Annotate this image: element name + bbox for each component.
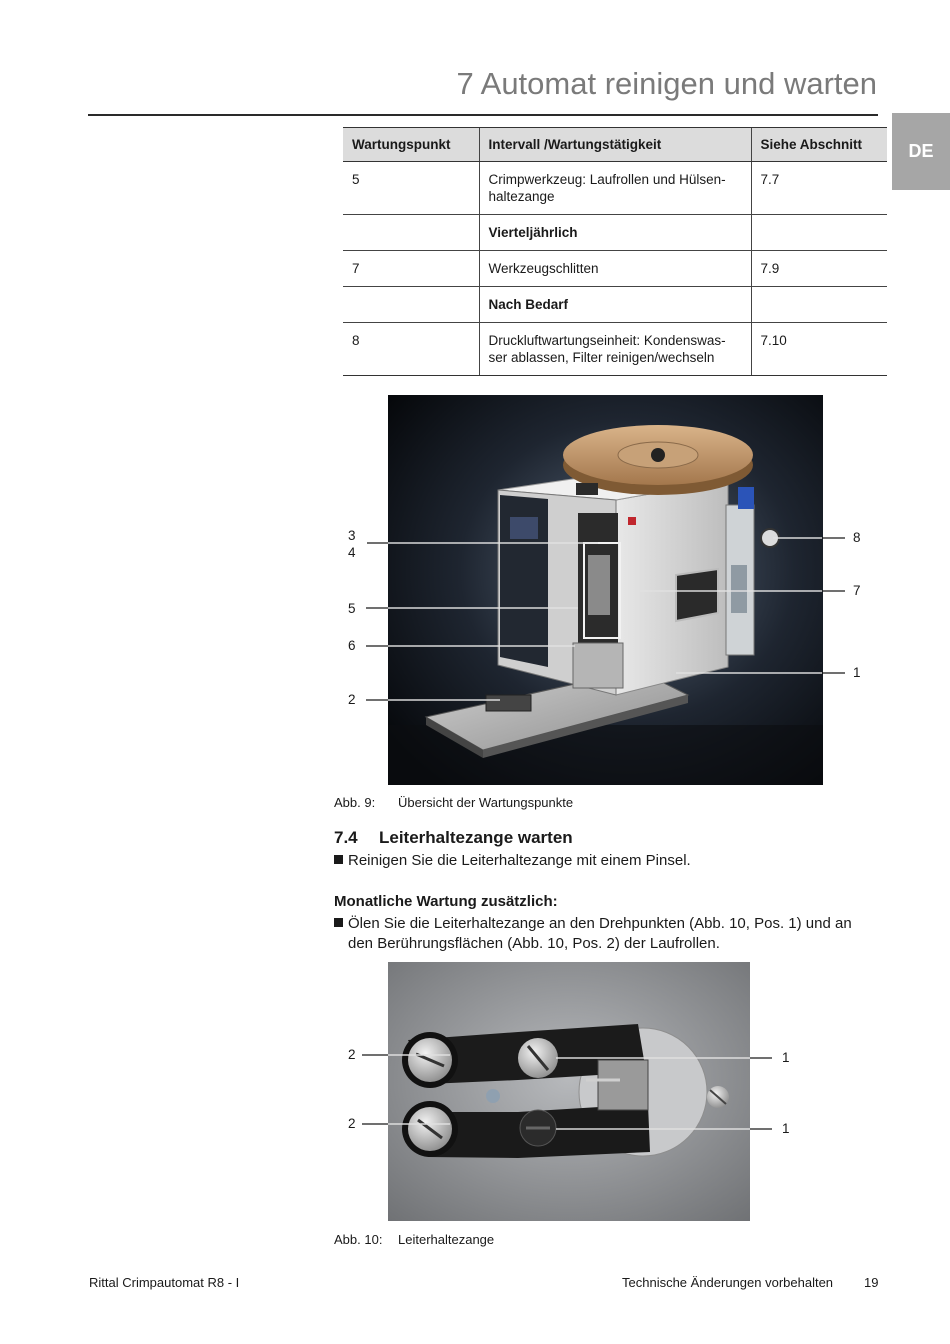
sub-heading: Monatliche Wartung zusätzlich:: [334, 893, 558, 910]
figure10-caption: [334, 1232, 494, 1247]
callout-7: 7: [853, 583, 861, 598]
table-cell: 7: [343, 251, 479, 287]
callout-1: 1: [853, 665, 861, 680]
language-tab: DE: [892, 113, 950, 190]
callout-1-bottom: 1: [782, 1121, 790, 1136]
section-title: Leiterhaltezange warten: [379, 828, 573, 847]
callout-1-top: 1: [782, 1050, 790, 1065]
interval-heading: Nach Bedarf: [479, 287, 751, 323]
table-cell: 7.10: [751, 323, 887, 376]
callout-5: 5: [348, 601, 356, 616]
callout-6: 6: [348, 638, 356, 653]
table-cell: Werkzeugschlitten: [479, 251, 751, 287]
footer-product: Rittal Crimpautomat R8 - I: [89, 1275, 240, 1290]
callout-2: 2: [348, 692, 356, 707]
bullet-text: Ölen Sie die Leiterhaltezange an den Drehpunkten (Abb. 10, Pos. 1) und an: [348, 915, 852, 932]
footer-notice: Technische Änderungen vorbehalten: [622, 1275, 834, 1290]
column-header: Wartungspunkt: [343, 128, 479, 162]
interval-heading: Vierteljährlich: [479, 215, 751, 251]
bullet-text: den Berührungsflächen (Abb. 10, Pos. 2) der Laufrollen.: [348, 935, 720, 952]
table-cell: 5: [343, 162, 479, 215]
callout-2-bottom: 2: [348, 1116, 356, 1131]
column-header: Siehe Abschnitt: [751, 128, 887, 162]
table-cell: Crimpwerkzeug: Laufrollen und Hülsen- haltezange: [479, 162, 751, 215]
table-cell: 7.7: [751, 162, 887, 215]
callout-2-top: 2: [348, 1047, 356, 1062]
callout-3-4: 3 4: [348, 528, 356, 560]
caption-number: Abb. 10:: [334, 1232, 383, 1247]
table-cell: 8: [343, 323, 479, 376]
page-title: 7 Automat reinigen und warten: [456, 66, 877, 101]
caption-text: Übersicht der Wartungspunkte: [398, 795, 574, 810]
caption-number: Abb. 9:: [334, 795, 376, 810]
section-number: 7.4: [334, 828, 358, 847]
page-number: 19: [864, 1275, 879, 1290]
bullet-text: Reinigen Sie die Leiterhaltezange mit einem Pinsel.: [348, 852, 691, 869]
column-header: Intervall /Wartungstätigkeit: [479, 128, 751, 162]
caption-text: Leiterhaltezange: [398, 1232, 495, 1247]
table-cell: Druckluftwartungseinheit: Kondenswas- ser ablassen, Filter reinigen/wechseln: [479, 323, 751, 376]
callout-8: 8: [853, 530, 861, 545]
table-cell: 7.9: [751, 251, 887, 287]
